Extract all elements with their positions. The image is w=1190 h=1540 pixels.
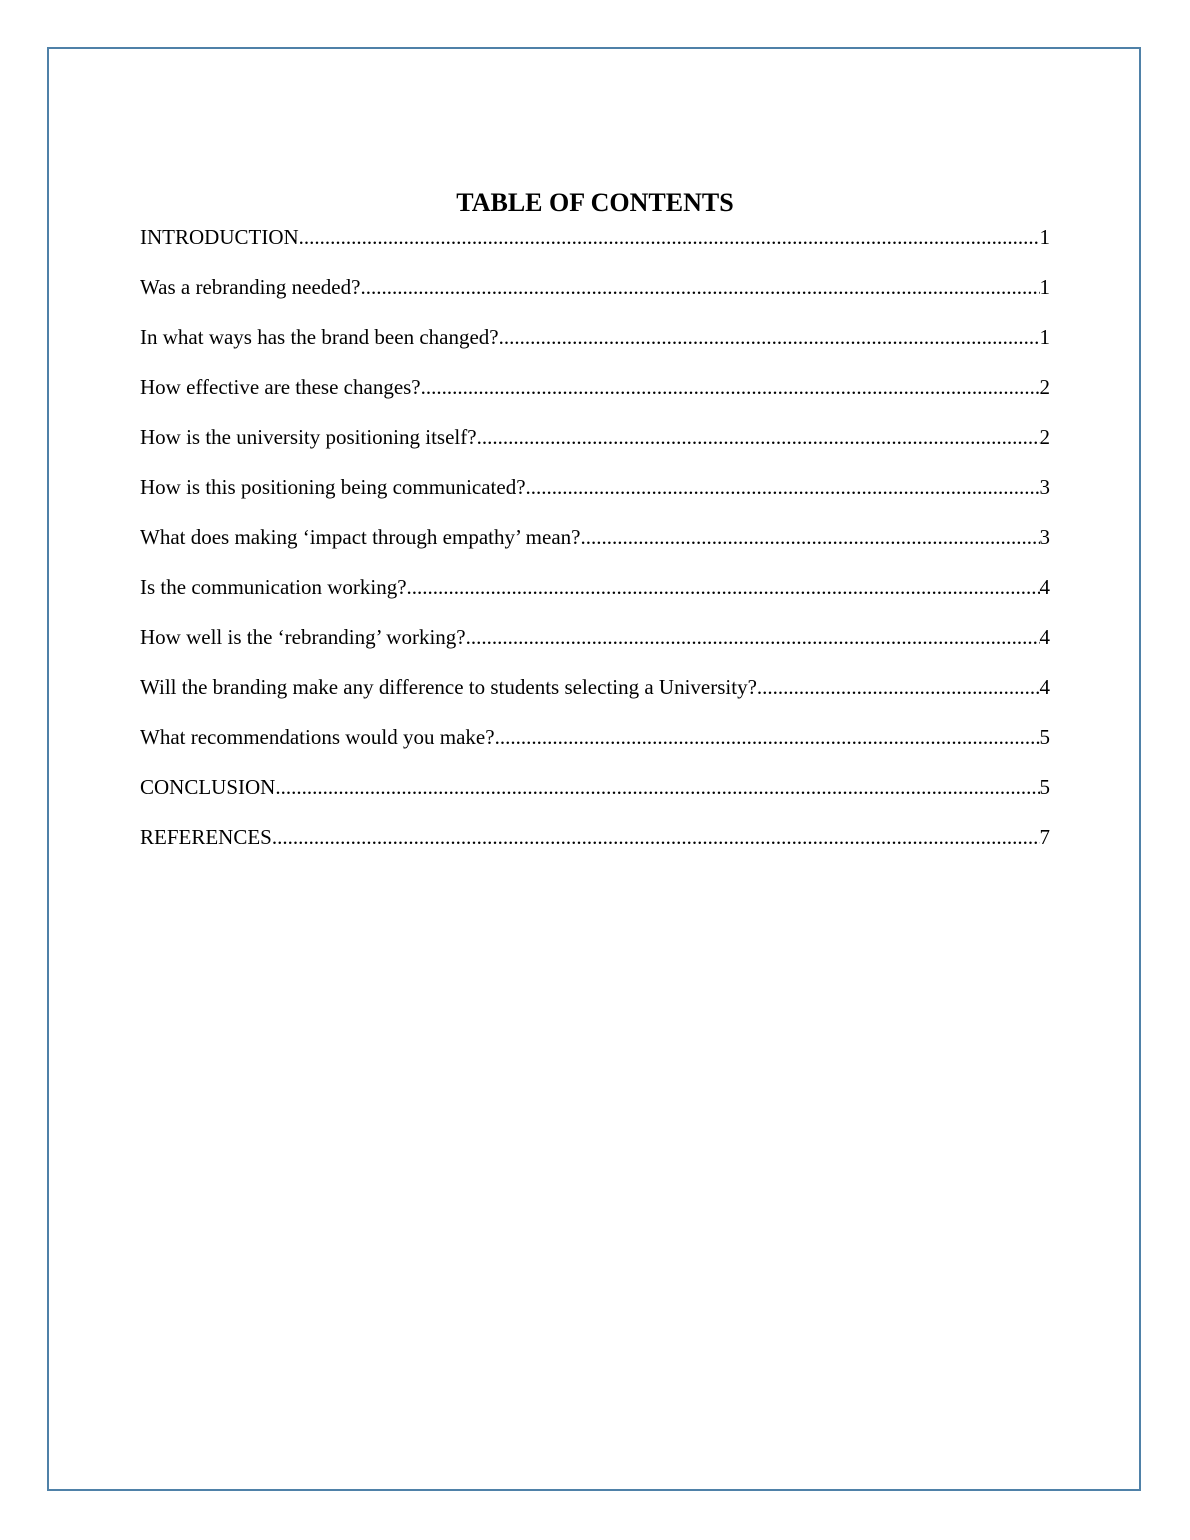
toc-entry-page-number: 3: [1039, 525, 1050, 549]
dot-leader: [499, 322, 1040, 352]
toc-title: TABLE OF CONTENTS: [456, 188, 734, 217]
toc-entry-label: INTRODUCTION: [140, 225, 299, 249]
toc-entry-page-number: 7: [1039, 825, 1050, 849]
toc-entry-page-number: 5: [1039, 725, 1050, 749]
toc-entry-introduction[interactable]: [140, 222, 1050, 272]
toc-entry-conclusion[interactable]: [140, 772, 1050, 822]
toc-entry-page-number: 1: [1039, 225, 1050, 249]
dot-leader: [757, 672, 1040, 702]
toc-entry-page-number: 2: [1039, 375, 1050, 399]
dot-leader: [580, 522, 1039, 552]
toc-entry-page-number: 1: [1039, 325, 1050, 349]
toc-entry-impact-through-empathy[interactable]: [140, 522, 1050, 572]
toc-entry-label: Is the communication working?: [140, 575, 407, 599]
toc-entry-positioning-communicated[interactable]: [140, 472, 1050, 522]
toc-entry-university-positioning[interactable]: [140, 422, 1050, 472]
dot-leader: [495, 722, 1040, 752]
toc-entry-page-number: 4: [1039, 575, 1050, 599]
toc-entry-communication-working[interactable]: [140, 572, 1050, 622]
toc-entry-page-number: 4: [1039, 675, 1050, 699]
toc-entry-label: In what ways has the brand been changed?: [140, 325, 499, 349]
toc-entry-page-number: 2: [1039, 425, 1050, 449]
toc-entry-label: How well is the ‘rebranding’ working?: [140, 625, 466, 649]
toc-entry-label: What recommendations would you make?: [140, 725, 495, 749]
dot-leader: [477, 422, 1040, 452]
dot-leader: [272, 822, 1040, 852]
toc-list: [140, 222, 1050, 872]
toc-entry-label: CONCLUSION: [140, 775, 276, 799]
toc-entry-page-number: 5: [1039, 775, 1050, 799]
toc-entry-brand-changed[interactable]: [140, 322, 1050, 372]
toc-entry-rebranding-working[interactable]: [140, 622, 1050, 672]
toc-entry-label: How effective are these changes?: [140, 375, 421, 399]
dot-leader: [407, 572, 1040, 602]
dot-leader: [299, 222, 1040, 252]
dot-leader: [526, 472, 1040, 502]
toc-entry-label: Was a rebranding needed?: [140, 275, 361, 299]
toc-entry-label: What does making ‘impact through empathy’ mean?: [140, 525, 581, 549]
dot-leader: [275, 772, 1039, 802]
toc-entry-page-number: 4: [1039, 625, 1050, 649]
toc-entry-rebranding-needed[interactable]: [140, 272, 1050, 322]
dot-leader: [360, 272, 1039, 302]
dot-leader: [421, 372, 1040, 402]
toc-entry-label: REFERENCES: [140, 825, 272, 849]
dot-leader: [466, 622, 1040, 652]
toc-entry-label: How is the university positioning itself?: [140, 425, 477, 449]
toc-entry-changes-effective[interactable]: [140, 372, 1050, 422]
toc-entry-branding-difference[interactable]: [140, 672, 1050, 722]
toc-entry-references[interactable]: [140, 822, 1050, 872]
toc-entry-page-number: 3: [1039, 475, 1050, 499]
toc-entry-label: How is this positioning being communicated?: [140, 475, 526, 499]
toc-entry-recommendations[interactable]: [140, 722, 1050, 772]
toc-entry-label: Will the branding make any difference to students selecting a University?: [140, 675, 757, 699]
toc-entry-page-number: 1: [1039, 275, 1050, 299]
